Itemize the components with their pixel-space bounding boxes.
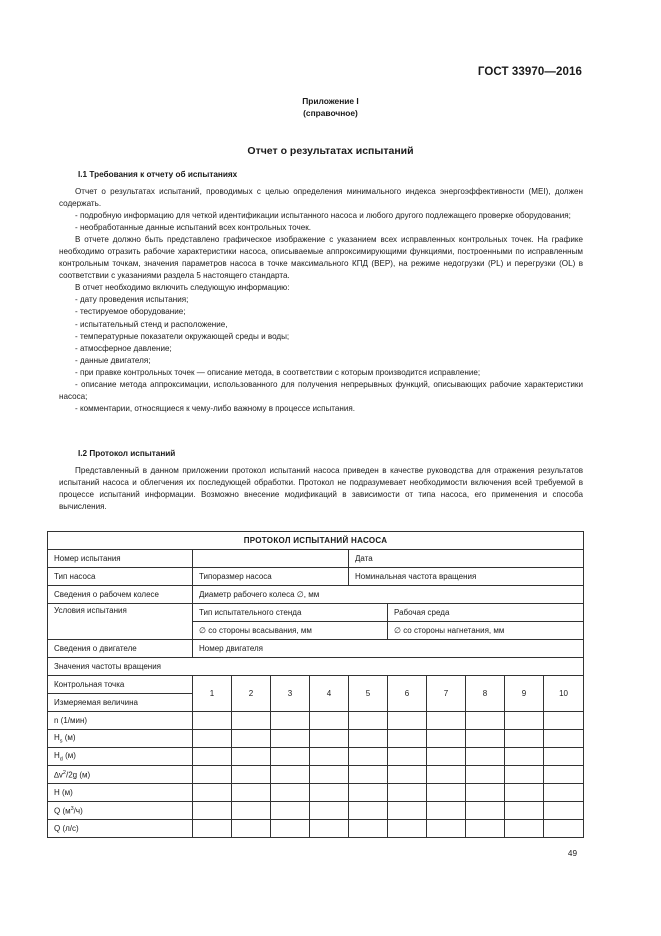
value-cell[interactable]: [271, 730, 310, 748]
value-cell[interactable]: [349, 802, 388, 820]
table-row: [48, 748, 584, 766]
value-cell[interactable]: [193, 784, 232, 802]
value-cell[interactable]: [466, 802, 505, 820]
paragraph: В отчете должно быть представлено графическое изображение с указанием всех исправленных контрольных точек. На графике необходимо отразить рабочие характеристики насоса, описываемые аппроксимирующими функциями, построенными по исправленным контрольным точкам, значения параметров насоса в точке максимального КПД (BEP), на режиме недогрузки (PL) и перегрузки (OL) в соответствии с указаниями раздела 5 настоящего стандарта.: [59, 235, 583, 281]
value-cell[interactable]: [505, 784, 544, 802]
value-cell[interactable]: [544, 784, 584, 802]
value-cell[interactable]: [427, 748, 466, 766]
test-conditions-label: Условия испытания: [48, 604, 193, 640]
control-point-label: Контрольная точка: [48, 676, 193, 694]
value-cell[interactable]: [505, 766, 544, 784]
table-row: [48, 712, 584, 730]
value-cell[interactable]: [310, 712, 349, 730]
value-cell[interactable]: [466, 784, 505, 802]
point-8: 8: [466, 676, 505, 712]
value-cell[interactable]: [310, 820, 349, 838]
page-number: 49: [567, 849, 577, 858]
point-7: 7: [427, 676, 466, 712]
point-4: 4: [310, 676, 349, 712]
value-cell[interactable]: [388, 820, 427, 838]
list-item: - при правке контрольных точек — описание метода, в соответствии с которым производится исправление;: [75, 367, 481, 377]
value-cell[interactable]: [193, 820, 232, 838]
value-cell[interactable]: [427, 712, 466, 730]
value-cell[interactable]: [427, 766, 466, 784]
impeller-info-label: Сведения о рабочем колесе: [48, 586, 193, 604]
impeller-diameter-label: Диаметр рабочего колеса ∅, мм: [193, 586, 584, 604]
point-5: 5: [349, 676, 388, 712]
value-cell[interactable]: [544, 820, 584, 838]
section-heading-2: I.2 Протокол испытаний: [78, 449, 176, 458]
measured-value-label: Измеряемая величина: [48, 694, 193, 712]
value-cell[interactable]: [388, 748, 427, 766]
value-cell[interactable]: [544, 766, 584, 784]
nominal-speed-label: Номинальная частота вращения: [349, 568, 584, 586]
row-label-n: n (1/мин): [48, 712, 193, 730]
value-cell[interactable]: [466, 748, 505, 766]
list-item: - температурные показатели окружающей среды и воды;: [75, 331, 290, 341]
list-item: - необработанные данные испытаний всех контрольных точек.: [75, 223, 311, 233]
value-cell[interactable]: [193, 748, 232, 766]
value-cell[interactable]: [388, 802, 427, 820]
list-item: - данные двигателя;: [75, 355, 151, 365]
value-cell[interactable]: [193, 712, 232, 730]
value-cell[interactable]: [271, 820, 310, 838]
point-3: 3: [271, 676, 310, 712]
value-cell[interactable]: [193, 766, 232, 784]
value-cell[interactable]: [466, 730, 505, 748]
section-1-body: [59, 186, 583, 415]
section-heading-1: I.1 Требования к отчету об испытаниях: [78, 170, 238, 179]
value-cell[interactable]: [310, 784, 349, 802]
table-row: [48, 730, 584, 748]
value-cell[interactable]: [427, 784, 466, 802]
value-cell[interactable]: [271, 784, 310, 802]
value-cell[interactable]: [232, 712, 271, 730]
point-9: 9: [505, 676, 544, 712]
value-cell[interactable]: [388, 712, 427, 730]
list-item: - описание метода аппроксимации, использованного для получения непрерывных функций, описывающих рабочие характеристики насоса;: [59, 379, 583, 401]
pump-type-label: Тип насоса: [48, 568, 193, 586]
paragraph: Отчет о результатах испытаний, проводимых с целью определения минимального индекса энергоэффективности (MEI), должен содержать.: [59, 187, 583, 209]
paragraph: В отчет необходимо включить следующую информацию:: [75, 283, 290, 293]
value-cell[interactable]: [349, 784, 388, 802]
value-cell[interactable]: [505, 748, 544, 766]
row-label-hs: $H_s$ (м): [48, 730, 193, 748]
list-item: - тестируемое оборудование;: [75, 307, 186, 317]
value-cell[interactable]: [544, 748, 584, 766]
value-cell[interactable]: [310, 730, 349, 748]
row-label-hd: $H_d$ (м): [48, 748, 193, 766]
value-cell[interactable]: [466, 820, 505, 838]
value-cell[interactable]: [388, 766, 427, 784]
list-item: - комментарии, относящиеся к чему-либо важному в процессе испытания.: [75, 403, 356, 413]
value-cell[interactable]: [232, 820, 271, 838]
discharge-diameter-label: ∅ со стороны нагнетания, мм: [388, 622, 584, 640]
value-cell[interactable]: [466, 712, 505, 730]
value-cell[interactable]: [232, 748, 271, 766]
value-cell[interactable]: [349, 730, 388, 748]
appendix-label: Приложение I: [302, 96, 359, 106]
list-item: - дату проведения испытания;: [75, 295, 189, 305]
motor-info-label: Сведения о двигателе: [48, 640, 193, 658]
value-cell[interactable]: [544, 802, 584, 820]
motor-number-label: Номер двигателя: [193, 640, 584, 658]
protocol-title: ПРОТОКОЛ ИСПЫТАНИЙ НАСОСА: [48, 532, 584, 550]
value-cell[interactable]: [232, 802, 271, 820]
value-cell[interactable]: [427, 802, 466, 820]
test-number-value[interactable]: [193, 550, 349, 568]
value-cell[interactable]: [310, 766, 349, 784]
value-cell[interactable]: [427, 730, 466, 748]
standard-header: ГОСТ 33970—2016: [477, 66, 582, 78]
list-item: - подробную информацию для четкой идентификации испытанного насоса и любого другого подлежащего проверке оборудования;: [75, 211, 571, 221]
test-protocol-table: [47, 531, 584, 838]
value-cell[interactable]: [232, 730, 271, 748]
point-1: 1: [193, 676, 232, 712]
table-row: [48, 802, 584, 820]
value-cell[interactable]: [232, 784, 271, 802]
working-medium-label: Рабочая среда: [388, 604, 584, 622]
list-item: - атмосферное давление;: [75, 343, 172, 353]
value-cell[interactable]: [349, 748, 388, 766]
table-row: [48, 784, 584, 802]
value-cell[interactable]: [310, 748, 349, 766]
value-cell[interactable]: [505, 730, 544, 748]
speed-values-label: Значения частоты вращения: [48, 658, 584, 676]
value-cell[interactable]: [427, 820, 466, 838]
value-cell[interactable]: [193, 730, 232, 748]
value-cell[interactable]: [544, 730, 584, 748]
row-label-h: H (м): [48, 784, 193, 802]
row-label-dv: $\Delta v^2/2g$ (м): [48, 766, 193, 784]
value-cell[interactable]: [466, 766, 505, 784]
value-cell[interactable]: [349, 712, 388, 730]
value-cell[interactable]: [271, 712, 310, 730]
test-number-label: Номер испытания: [48, 550, 193, 568]
row-label-q-m3: Q $(м^3/ч)$: [48, 802, 193, 820]
table-row: [48, 820, 584, 838]
value-cell[interactable]: [271, 748, 310, 766]
value-cell[interactable]: [388, 784, 427, 802]
paragraph: Представленный в данном приложении протокол испытаний насоса приведен в качестве руководства для отражения результатов испытаний насоса и облегчения их последующей обработки. Протокол не подразумевает необходимости включения всей требуемой в процессе испытаний информации. Возможно внесение модификаций в зависимости от типа насоса, его применения и способа вычисления.: [59, 466, 583, 512]
value-cell[interactable]: [349, 820, 388, 838]
value-cell[interactable]: [544, 712, 584, 730]
section-2-body: [59, 465, 583, 513]
value-cell[interactable]: [388, 730, 427, 748]
suction-diameter-label: ∅ со стороны всасывания, мм: [193, 622, 388, 640]
list-item: - испытательный стенд и расположение,: [75, 319, 228, 329]
appendix-type: (справочное): [303, 108, 358, 118]
date-label: Дата: [349, 550, 584, 568]
value-cell[interactable]: [232, 766, 271, 784]
value-cell[interactable]: [271, 766, 310, 784]
value-cell[interactable]: [505, 712, 544, 730]
value-cell[interactable]: [310, 802, 349, 820]
row-label-q-ls: Q (л/с): [48, 820, 193, 838]
table-row: [48, 766, 584, 784]
value-cell[interactable]: [349, 766, 388, 784]
point-10: 10: [544, 676, 584, 712]
test-stand-type-label: Тип испытательного стенда: [193, 604, 388, 622]
value-cell[interactable]: [271, 802, 310, 820]
page-title: Отчет о результатах испытаний: [247, 145, 414, 157]
pump-size-label: Типоразмер насоса: [193, 568, 349, 586]
value-cell[interactable]: [505, 802, 544, 820]
point-6: 6: [388, 676, 427, 712]
value-cell[interactable]: [193, 802, 232, 820]
value-cell[interactable]: [505, 820, 544, 838]
point-2: 2: [232, 676, 271, 712]
